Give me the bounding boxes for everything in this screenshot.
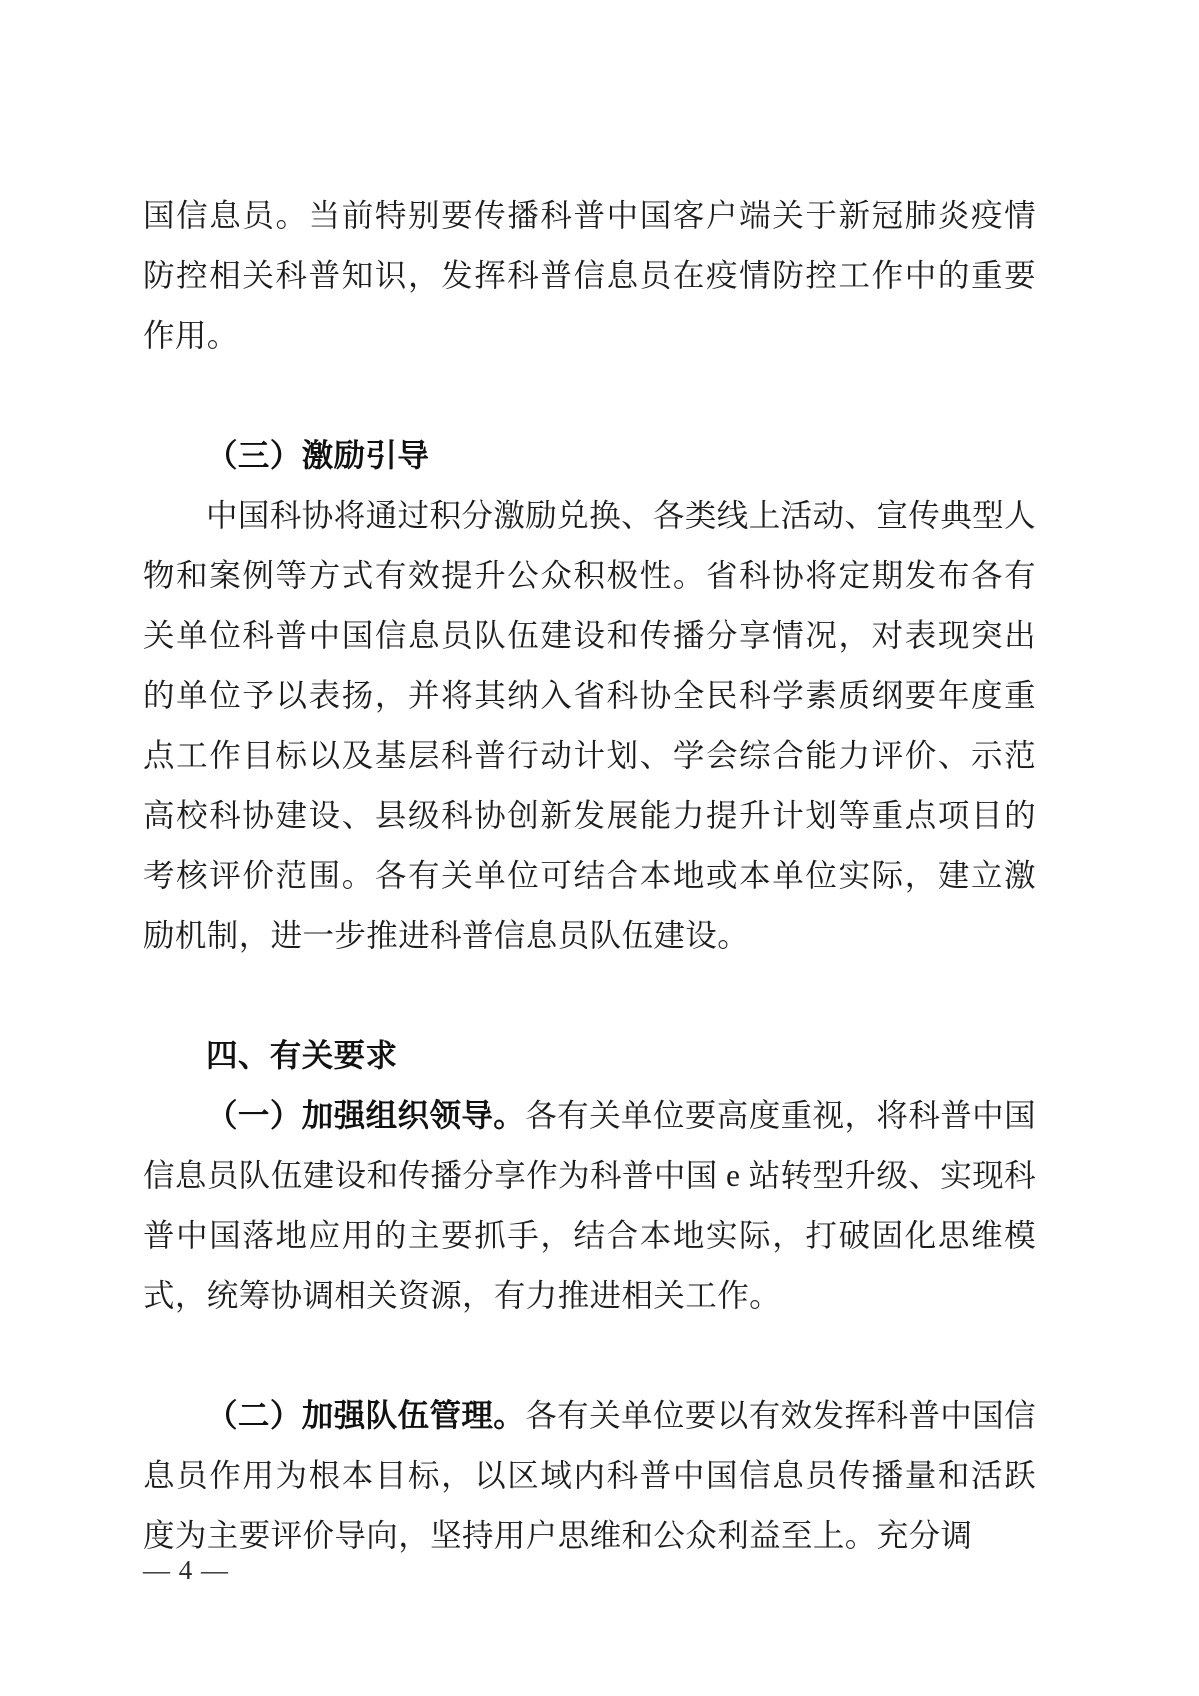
section-heading-three: （三）激励引导 <box>206 438 430 473</box>
paragraph-gap <box>143 366 1036 426</box>
runin-heading-one: （一）加强组织领导。 <box>206 1098 526 1133</box>
paragraph-strengthen-leadership <box>143 1086 1036 1326</box>
runin-body-two: 各有关单位要以有效发挥科普中国信息员作用为根本目标，以区域内科普中国信息员传播量和活跃度为主要评价导向，坚持用户思维和公众利益至上。充分调 <box>143 1398 1036 1553</box>
paragraph-gap <box>143 1326 1036 1386</box>
paragraph-gap <box>143 966 1036 1026</box>
paragraph-incentive-guidance: 中国科协将通过积分激励兑换、各类线上活动、宣传典型人物和案例等方式有效提升公众积极性。省科协将定期发布各有关单位科普中国信息员队伍建设和传播分享情况，对表现突出的单位予以表扬，并将其纳入省科协全民科学素质纲要年度重点工作目标以及基层科普行动计划、学会综合能力评价、示范高校科协建设、县级科协创新发展能力提升计划等重点项目的考核评价范围。各有关单位可结合本地或本单位实际，建立激励机制，进一步推进科普信息员队伍建设。 <box>143 498 1036 953</box>
runin-body-one: 各有关单位要高度重视，将科普中国信息员队伍建设和传播分享作为科普中国 e 站转型升级、实现科普中国落地应用的主要抓手，结合本地实际，打破固化思维模式，统筹协调相关资源，有力推进相关工作。 <box>143 1098 1036 1313</box>
runin-heading-two: （二）加强队伍管理。 <box>206 1398 526 1433</box>
document-body <box>143 186 1036 1566</box>
section-heading-four: 四、有关要求 <box>206 1038 398 1073</box>
paragraph-strengthen-team-management <box>143 1386 1036 1566</box>
page-number-footer: — 4 — <box>143 1555 229 1585</box>
paragraph-continuation: 国信息员。当前特别要传播科普中国客户端关于新冠肺炎疫情防控相关科普知识，发挥科普信息员在疫情防控工作中的重要作用。 <box>143 198 1036 353</box>
